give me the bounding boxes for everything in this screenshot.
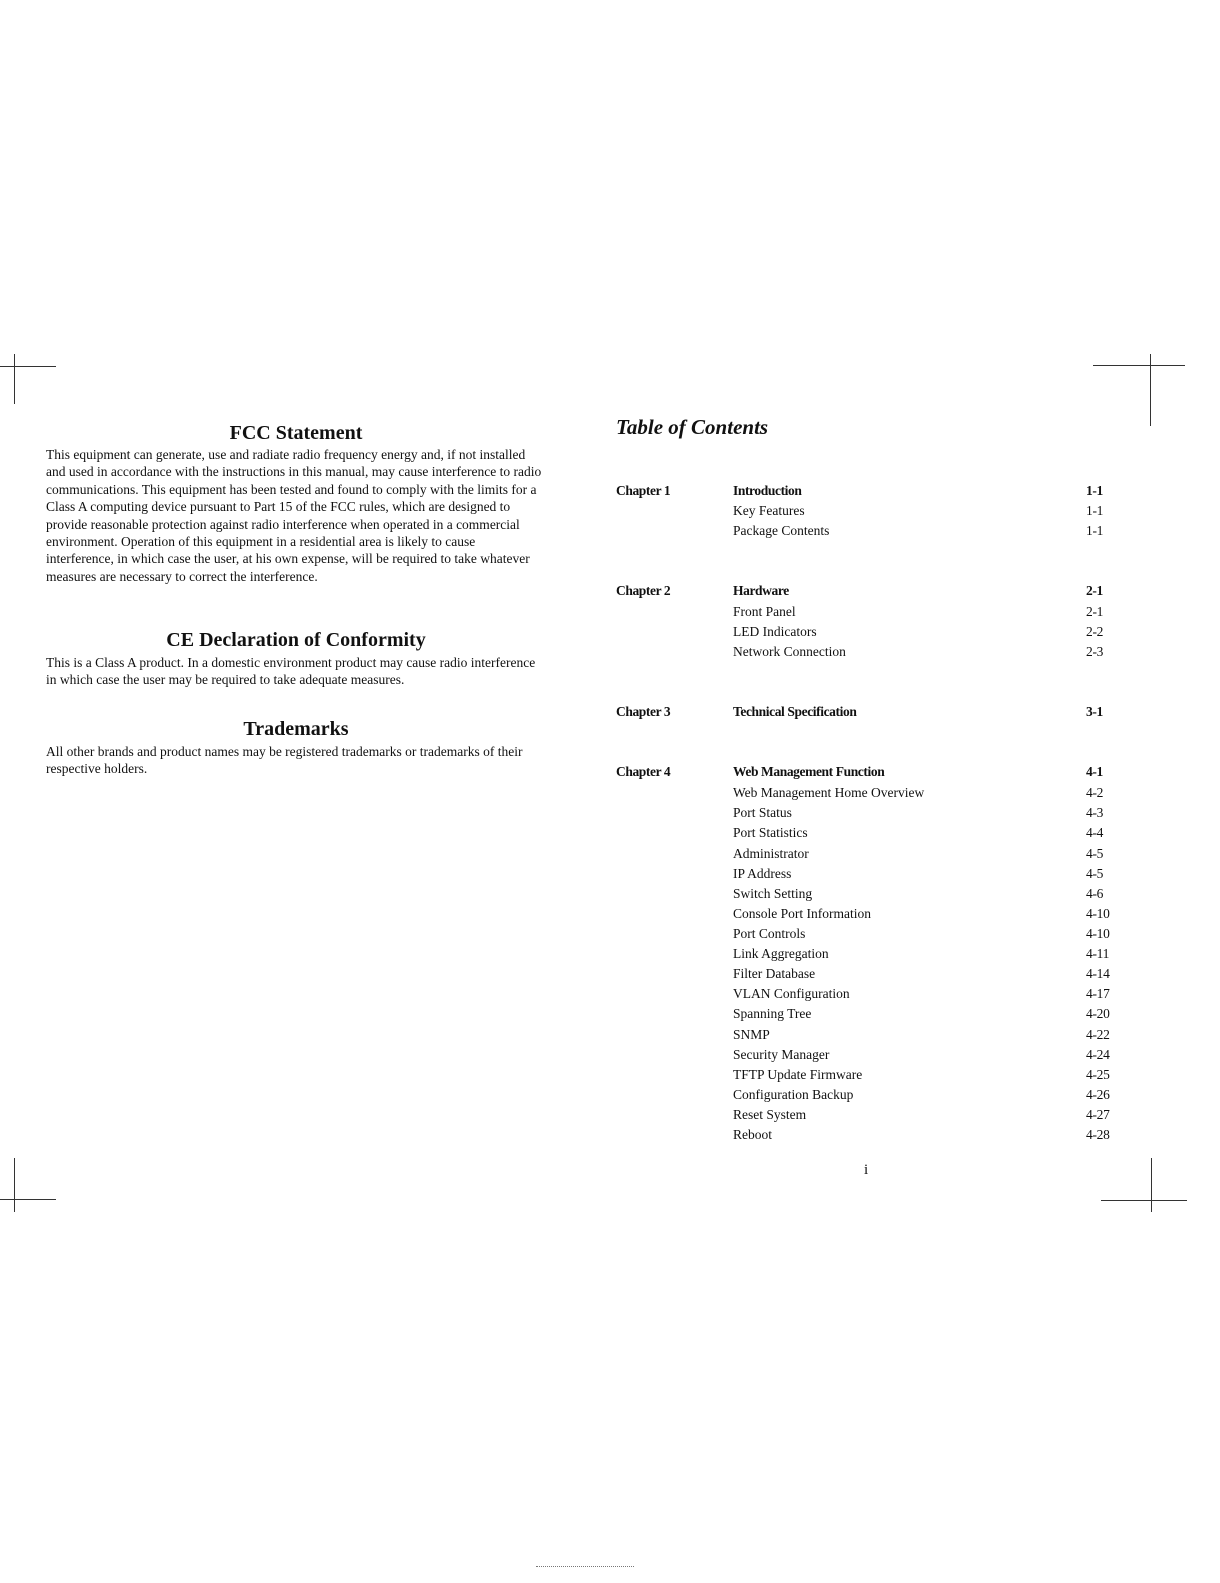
toc-label: Key Features (733, 503, 805, 518)
toc-page: 4-10 (1086, 906, 1110, 921)
crop-mark (1101, 1200, 1187, 1201)
toc-row (616, 481, 1112, 501)
toc-page: 4-25 (1086, 1067, 1110, 1082)
ce-declaration-heading: CE Declaration of Conformity (166, 629, 426, 651)
toc-row (616, 803, 1112, 823)
toc-label: SNMP (733, 1027, 770, 1042)
crop-mark (14, 1158, 15, 1212)
toc-label: VLAN Configuration (733, 986, 850, 1001)
toc-row (616, 762, 1112, 782)
toc-label: Network Connection (733, 644, 846, 659)
fcc-statement-text: This equipment can generate, use and radiate radio frequency energy and, if not installed and used in accordance with the instructions in this manual, may cause interference to radio communications. This equipment has been tested and found to comply with the limits for a Class A computing device pursuant to Part 15 of the FCC rules, which are designed to provide reasonable protection against radio interference when operated in a commercial environment. Operation of this equipment in a residential area is likely to cause interference, in which case the user, at his own expense, will be required to take whatever measures are necessary to correct the interference. (46, 447, 542, 584)
toc-page: 4-3 (1086, 805, 1104, 820)
crop-mark (1151, 1158, 1152, 1212)
toc-row (616, 1105, 1112, 1125)
toc-chapter: Chapter 1 (616, 483, 671, 498)
toc-row (616, 702, 1112, 722)
toc-row (616, 884, 1112, 904)
toc-row (616, 642, 1112, 662)
toc-row (616, 964, 1112, 984)
toc-row (616, 944, 1112, 964)
trademarks-heading: Trademarks (243, 718, 349, 740)
toc-row (616, 844, 1112, 864)
toc-row (616, 984, 1112, 1004)
toc-page: 4-5 (1086, 846, 1104, 861)
toc-label: Spanning Tree (733, 1006, 812, 1021)
crop-mark (14, 354, 15, 404)
toc-label: Web Management Home Overview (733, 785, 925, 800)
crop-mark (0, 1199, 56, 1200)
toc-page: 4-24 (1086, 1047, 1110, 1062)
toc-label: Administrator (733, 846, 809, 861)
toc-row (616, 823, 1112, 843)
toc-label: Port Statistics (733, 825, 808, 840)
toc-row (616, 622, 1112, 642)
toc-label: Link Aggregation (733, 946, 829, 961)
toc-label: Front Panel (733, 604, 796, 619)
toc-row (616, 1004, 1112, 1024)
toc-title: Table of Contents (616, 415, 769, 439)
toc-row (616, 1065, 1112, 1085)
toc-page: 4-17 (1086, 986, 1110, 1001)
toc-label: Switch Setting (733, 886, 813, 901)
toc-label: Port Status (733, 805, 792, 820)
toc-page: 4-22 (1086, 1027, 1110, 1042)
toc-label: Hardware (733, 583, 789, 598)
toc-label: Port Controls (733, 926, 806, 941)
toc-label: IP Address (733, 866, 792, 881)
toc-row (616, 904, 1112, 924)
toc-page: 4-4 (1086, 825, 1104, 840)
ce-declaration-text: This is a Class A product. In a domestic environment product may cause radio interference in which case the user may be required to take adequate measures. (46, 655, 536, 688)
toc-row (616, 602, 1112, 622)
divider (536, 1566, 634, 1568)
toc-page: 2-3 (1086, 644, 1104, 659)
toc-page: 1-1 (1086, 483, 1103, 498)
fcc-statement-heading: FCC Statement (229, 422, 363, 444)
toc-row (616, 1125, 1112, 1145)
toc-label: Reboot (733, 1127, 772, 1142)
toc-page: 2-1 (1086, 583, 1103, 598)
toc-page: 4-14 (1086, 966, 1110, 981)
crop-mark (1093, 365, 1185, 366)
toc-label: Reset System (733, 1107, 807, 1122)
crop-mark (1150, 354, 1151, 426)
toc-page: 4-26 (1086, 1087, 1110, 1102)
toc-page: 4-6 (1086, 886, 1104, 901)
toc-row (616, 581, 1112, 601)
toc-page: 4-5 (1086, 866, 1104, 881)
toc-label: TFTP Update Firmware (733, 1067, 863, 1082)
toc-page: 3-1 (1086, 704, 1103, 719)
toc-label: Console Port Information (733, 906, 871, 921)
toc-row (616, 783, 1112, 803)
toc-row (616, 924, 1112, 944)
toc-label: Introduction (733, 483, 802, 498)
crop-mark (0, 366, 56, 367)
toc-page: 4-1 (1086, 764, 1103, 779)
toc-label: Filter Database (733, 966, 816, 981)
toc-page: 1-1 (1086, 503, 1104, 518)
toc-label: Web Management Function (733, 764, 885, 779)
toc-page: 1-1 (1086, 523, 1104, 538)
toc-chapter: Chapter 2 (616, 583, 671, 598)
toc-page: 4-27 (1086, 1107, 1110, 1122)
toc-page: 4-11 (1086, 946, 1110, 961)
toc-page: 4-2 (1086, 785, 1104, 800)
toc-chapter: Chapter 4 (616, 764, 671, 779)
toc-page: 4-28 (1086, 1127, 1110, 1142)
toc-row (616, 864, 1112, 884)
toc-label: LED Indicators (733, 624, 817, 639)
toc-row (616, 1025, 1112, 1045)
toc-label: Package Contents (733, 523, 830, 538)
toc-chapter: Chapter 3 (616, 704, 671, 719)
toc-row (616, 1045, 1112, 1065)
toc-page: 4-20 (1086, 1006, 1110, 1021)
page-number: i (864, 1162, 869, 1178)
toc-row (616, 501, 1112, 521)
toc-page: 2-1 (1086, 604, 1104, 619)
toc-label: Technical Specification (733, 704, 857, 719)
toc-page: 4-10 (1086, 926, 1110, 941)
toc-page: 2-2 (1086, 624, 1104, 639)
toc-row (616, 521, 1112, 541)
toc-label: Configuration Backup (733, 1087, 854, 1102)
trademarks-text: All other brands and product names may be registered trademarks or trademarks of their respective holders. (46, 744, 523, 777)
toc-row (616, 1085, 1112, 1105)
toc-label: Security Manager (733, 1047, 830, 1062)
